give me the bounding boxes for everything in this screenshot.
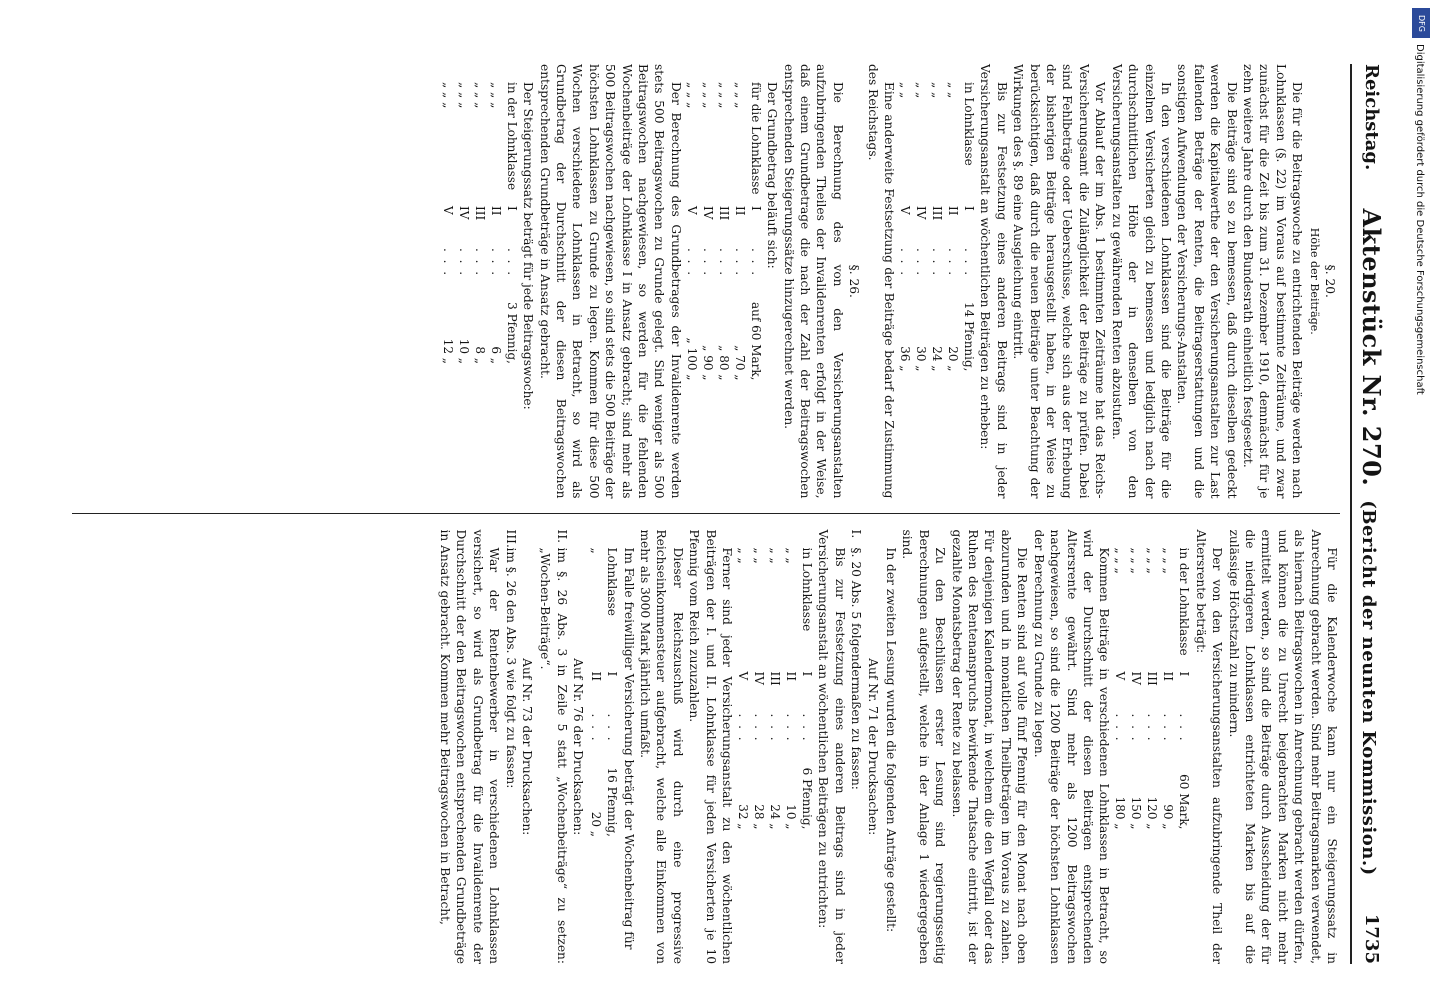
motion-item — [537, 530, 570, 965]
row-leader: . . . — [1177, 713, 1192, 743]
row-class: II — [589, 671, 604, 681]
motion-text: §. 20 Abs. 5 folgendermaßen zu fassen: — [849, 547, 864, 790]
row-label: in Lohnklasse — [962, 82, 977, 166]
table-body — [588, 548, 620, 844]
row-class: III — [716, 206, 731, 221]
row-leader: . . . — [589, 713, 604, 743]
motion-title: Auf Nr. 73 der Drucksachen: — [519, 658, 534, 836]
table-row — [945, 82, 961, 378]
row-leader: . . . — [1161, 713, 1176, 743]
row-leader: . . . — [748, 248, 763, 278]
table-body — [897, 82, 977, 378]
row-class: V — [1113, 671, 1128, 681]
motion-item — [848, 530, 864, 965]
paragraph: Für die Kalenderwoche kann nur ein Steigerungssatz in Anrechnung gebracht werden. Sind mehr Beitragsmarken verwendet, als hiernach Beitragswochen in Anrechnung gebracht werden dürfen, und können die zu Unrecht beigebrachten Marken nicht mehr ermittelt werden, so sind die Beiträge durch Ausscheidung der für die niedrigeren Lohnklassen entrichteten Marken bis auf die zulässige Höchstzahl zu mindern. — [1226, 529, 1339, 964]
table-row — [1112, 548, 1128, 836]
row-label: „ „ — [914, 82, 929, 99]
old-age-pension-table — [1112, 548, 1192, 836]
row-value: 90 „ — [1161, 804, 1176, 830]
paragraph: Dieser Reichszuschuß wird durch eine progressive Reichseinkommensteuer aufgebracht, welche alle Einkommen von mehr als 3000 Mark jährlich umfaßt. — [638, 529, 685, 964]
row-value: 6 „ — [488, 346, 503, 364]
row-value: 10 „ — [456, 338, 471, 364]
row-value: 8 „ — [472, 346, 487, 364]
table-row — [929, 82, 945, 378]
row-value: 150 „ — [1129, 796, 1144, 830]
row-label: „ „ „ — [1161, 547, 1176, 574]
header-title-sub: (Bericht der neunten Kommission.) — [1358, 500, 1380, 876]
row-value: „ 100 „ — [684, 337, 699, 381]
row-label: in Lohnklasse — [800, 547, 815, 632]
table-row — [504, 82, 520, 370]
table-row — [716, 82, 732, 387]
row-class: V — [898, 206, 913, 215]
header-title — [1358, 208, 1387, 875]
row-class: I — [748, 206, 763, 211]
increment-table — [440, 82, 520, 370]
page-content — [72, 64, 1392, 964]
row-label: „ — [589, 547, 604, 554]
row-value: 24 „ — [768, 804, 783, 830]
row-class: II — [1161, 671, 1176, 681]
paragraph: In den verschiedenen Lohnklassen sind die Beiträge für die einzelnen Versicherten gleich zu bemessen und lediglich nach der durchschnittlichen Höhe der in denselben von den Versicherungsanstalten zu gewährenden Renten abzustufen. — [1109, 64, 1173, 499]
row-leader: . . . — [752, 713, 767, 743]
row-label: in der Lohnklasse — [504, 82, 519, 191]
row-class: II — [784, 671, 799, 681]
row-leader: . . . — [456, 248, 471, 278]
row-value: 14 Pfennig, — [962, 302, 977, 372]
row-label: Lohnklasse — [605, 547, 620, 616]
motion-text: im §. 26 Abs. 3 in Zeile 5 statt „Wochenbeiträge“ zu setzen: „Wochen-Beiträge“. — [538, 547, 569, 964]
table-row — [735, 548, 751, 836]
paragraph: Der Berechnung des Grundbetrages der Invalidenrente werden stets 500 Beitragswochen zu Grunde gelegt. Sind weniger als 500 Beitragswochen nachgewiesen, so werden für die fehlenden Wochenbeiträge der Lohnklasse I in Ansatz gebracht; sind mehr als 500 Beitragswochen nachgewiesen, so sind stets die 500 Beiträge der höchsten Lohnklassen zu Grunde zu legen. Kommen für diese 500 Wochen verschiedene Lohnklassen in Betracht, so wird als Grundbetrag der Durchschnitt der diesen Beitragswochen entsprechenden Grundbeträge in Ansatz gebracht. — [537, 64, 683, 499]
row-value: 10 „ — [784, 804, 799, 830]
paragraph: Bis zur Festsetzung eines anderen Beitrags sind in jeder Versicherungsanstalt an wöchentlichen Beiträgen zu entrichten: — [816, 529, 847, 964]
row-leader: . . . — [784, 713, 799, 743]
paragraph: Der Steigerungssatz beträgt für jede Beitragswoche: — [521, 82, 536, 410]
row-leader: . . . — [898, 248, 913, 278]
row-class: IV — [1129, 671, 1144, 685]
paragraph: Die für die Beitragswoche zu entrichtenden Beiträge werden nach Lohnklassen (§. 22) im Voraus auf bestimmte Zeiträume, und zwar zunächst für die Zeit bis zum 31. Dezember 1910, demnächst für je zehn weitere Jahre durch den Bundesrath einheitlich festgesetzt. — [1240, 64, 1305, 499]
left-column — [72, 64, 1340, 514]
dfg-logo: DFG — [1412, 8, 1430, 38]
row-leader: . . . — [946, 248, 961, 278]
right-column — [72, 514, 1340, 965]
row-value: 28 „ — [752, 804, 767, 830]
paragraph: Der Grundbetrag beläuft sich: — [765, 82, 780, 269]
row-label: „ „ „ — [456, 82, 471, 109]
row-class: II — [732, 206, 747, 216]
header-title-main: Aktenstück Nr. 270. — [1357, 208, 1387, 487]
table-body — [440, 82, 520, 370]
row-leader: . . . — [914, 248, 929, 278]
table-body — [684, 82, 764, 387]
row-leader: . . . — [488, 248, 503, 278]
row-leader: . . . — [732, 248, 747, 278]
row-class: V — [736, 671, 751, 681]
row-class: I — [504, 206, 519, 211]
table-body — [735, 548, 815, 836]
paragraph: Kommen Beiträge in verschiedenen Lohnklassen in Betracht, so wird der Durchschnitt der diesen Beiträgen entsprechenden Altersrente gewährt. Sind mehr als 1200 Beitragswochen nachgewiesen, so sind die 1200 Beiträge der höchsten Lohnklassen der Berechnung zu Grunde zu legen. — [1031, 529, 1112, 964]
row-label: „ „ „ — [1145, 547, 1160, 574]
table-row — [700, 82, 716, 387]
paragraph: Bis zur Festsetzung eines anderen Beitrags sind in jeder Versicherungsanstalt an wöchentlichen Beiträgen zu erheben: — [978, 64, 1009, 499]
row-value: 120 „ — [1145, 796, 1160, 830]
table-row — [684, 82, 700, 387]
row-value: 60 Mark, — [1177, 774, 1192, 830]
table-row — [897, 82, 913, 378]
section-heading: §. 26. — [847, 264, 862, 298]
row-value: 20 „ — [946, 346, 961, 372]
row-value: 32 „ — [736, 804, 751, 830]
row-value: 30 „ — [914, 346, 929, 372]
table-row — [456, 82, 472, 370]
table-row — [1144, 548, 1160, 836]
page-number: 1735 — [1361, 913, 1383, 964]
row-class: III — [768, 671, 783, 686]
row-label: „ „ „ — [488, 82, 503, 109]
table-row — [732, 82, 748, 387]
table-body — [1112, 548, 1192, 836]
row-label: „ „ — [784, 547, 799, 564]
row-value: 24 „ — [930, 346, 945, 372]
row-label: „ „ — [930, 82, 945, 99]
row-label: „ „ „ — [1113, 547, 1128, 574]
motion-title: Auf Nr. 71 der Drucksachen: — [865, 658, 880, 836]
paragraph: Zu den Beschlüssen erster Lesung sind regierungsseitig Berechnungen aufgestellt, welche in der Anlage 1 wiedergegeben sind. — [900, 529, 948, 964]
row-label: „ „ — [736, 547, 751, 564]
page-header — [1350, 64, 1392, 964]
row-class: IV — [914, 206, 929, 220]
table-row — [604, 548, 620, 844]
row-class: III — [930, 206, 945, 221]
voluntary-contribution-table — [588, 548, 620, 844]
row-value: 20 „ — [589, 811, 604, 837]
row-leader: . . . — [930, 248, 945, 278]
row-label: „ „ „ — [1129, 547, 1144, 574]
row-label: für die Lohnklasse — [748, 82, 763, 195]
table-row — [913, 82, 929, 378]
base-amount-table — [684, 82, 764, 387]
contribution-table — [897, 82, 977, 378]
row-class: I — [800, 671, 815, 677]
row-label: „ „ — [752, 547, 767, 564]
row-label: „ „ „ — [440, 82, 455, 109]
row-value: „ 80 „ — [716, 345, 731, 381]
table-row — [799, 548, 815, 836]
row-leader: . . . — [1145, 713, 1160, 743]
row-leader: . . . — [736, 713, 751, 743]
row-class: I — [1177, 671, 1192, 677]
paragraph: Ferner sind jeder Versicherungsanstalt zu den wöchentlichen Beiträgen der I. und II. Lohnklasse für jeden Versicherten je 10 Pfennig vom Reich zuzuzahlen. — [687, 529, 735, 964]
row-class: I — [605, 671, 620, 677]
table-row — [588, 548, 604, 844]
paragraph: In der zweiten Lesung wurden die folgenden Anträge gestellt: — [884, 547, 899, 933]
row-value: auf 60 Mark, — [748, 302, 763, 381]
row-class: III — [1145, 671, 1160, 686]
row-leader: . . . — [472, 248, 487, 278]
table-row — [748, 82, 764, 387]
row-class: I — [962, 206, 977, 211]
text-columns — [72, 64, 1340, 964]
row-value: 36 „ — [898, 346, 913, 372]
paragraph: Die Renten sind auf volle fünf Pfennig für den Monat nach oben abzurunden und in monatlichen Theilbeträgen im Voraus zu zahlen. Für denjenigen Kalendermonat, in welchem die den Wegfall oder das Ruhen des Rentenanspruchs bewirkende Thatsache eintritt, ist der gezahlte Monatsbetrag der Rente zu belassen. — [949, 529, 1030, 964]
table-row — [488, 82, 504, 370]
row-leader: . . . — [504, 248, 519, 278]
row-leader: . . . — [440, 248, 455, 278]
row-class: IV — [700, 206, 715, 220]
row-label: „ „ — [946, 82, 961, 99]
row-label: „ „ „ — [716, 82, 731, 109]
row-class: II — [488, 206, 503, 216]
row-value: 16 Pfennig, — [605, 767, 620, 837]
table-row — [472, 82, 488, 370]
row-leader: . . . — [962, 248, 977, 278]
paragraph: Im Falle freiwilliger Versicherung beträgt der Wochenbeitrag für — [621, 547, 636, 950]
row-label: „ „ — [768, 547, 783, 564]
row-leader: . . . — [700, 248, 715, 278]
row-leader: . . . — [1129, 713, 1144, 743]
row-leader: . . . — [768, 713, 783, 743]
row-leader: . . . — [716, 248, 731, 278]
credit-text: Digitalisierung gefördert durch die Deutsche Forschungsgemeinschaft — [1414, 44, 1425, 395]
row-leader: . . . — [1113, 713, 1128, 743]
table-row — [440, 82, 456, 370]
table-row — [1128, 548, 1144, 836]
row-class: IV — [456, 206, 471, 220]
row-value: 12 „ — [440, 338, 455, 364]
row-class: II — [946, 206, 961, 216]
motion-numeral: II. — [554, 529, 569, 544]
row-value: „ 90 „ — [700, 345, 715, 381]
paragraph: War der Rentenbewerber in verschiedenen Lohnklassen versichert, so wird als Grundbetrag für die Invalidenrente der Durchschnitt der den Beitragswochen entsprechenden Grundbeträge in Ansatz gebracht. Kommen mehr Beitragswochen in Betracht, — [437, 529, 502, 964]
proposed-contribution-table — [735, 548, 815, 836]
row-leader: . . . — [605, 713, 620, 743]
row-leader: . . . — [684, 248, 699, 278]
row-label: „ „ „ — [684, 82, 699, 109]
section-heading: §. 20. — [1323, 264, 1337, 298]
paragraph: Eine anderweite Festsetzung der Beiträge bedarf der Zustimmung des Reichstags. — [865, 64, 897, 499]
table-row — [767, 548, 783, 836]
motion-item — [502, 530, 518, 965]
row-class: V — [684, 206, 699, 215]
table-row — [751, 548, 767, 836]
row-label: in der Lohnklasse — [1177, 547, 1192, 656]
row-label: „ „ „ — [700, 82, 715, 109]
row-class: III — [472, 206, 487, 221]
row-value: „ 70 „ — [732, 345, 747, 381]
table-row — [783, 548, 799, 836]
motion-title: Auf Nr. 76 der Drucksachen: — [571, 658, 586, 836]
row-value: 6 Pfennig, — [800, 767, 815, 830]
table-row — [1160, 548, 1176, 836]
section-subheading: Höhe der Beiträge. — [1307, 227, 1321, 335]
row-value: 180 „ — [1113, 796, 1128, 830]
row-leader: . . . — [800, 713, 815, 743]
paragraph: Die Beiträge sind so zu bemessen, daß durch dieselben gedeckt werden die Kapitalwerthe der den Versicherungsanstalten zur Last fallenden Beträge der Renten, die Beitragserstattungen und die sonstigen Aufwendungen der Versicherungs-Anstalten. — [1175, 64, 1239, 499]
paragraph: Vor Ablauf der im Abs. 1 bestimmten Zeiträume hat das Reichs-Versicherungsamt die Zulänglichkeit der Beiträge zu prüfen. Dabei sind Fehlbeträge oder Ueberschüsse, welche sich aus der Erhebung der bisherigen Beiträge herausgestellt haben, in der Weise zu berücksichtigen, daß durch die neuen Beiträge unter Beachtung der Wirkungen des §. 89 eine Ausgleichung eintritt. — [1011, 64, 1108, 499]
motion-numeral: III. — [503, 529, 518, 548]
row-value: 3 Pfennig, — [504, 302, 519, 364]
row-label: „ „ „ — [472, 82, 487, 109]
paragraph: Die Berechnung des von den Versicherungsanstalten aufzubringenden Theiles der Invalidenrenten erfolgt in der Weise, daß einem Grundbetrage die nach der Zahl der Beitragswochen entsprechenden Steigerungssätze hinzugerechnet werden. — [781, 64, 845, 499]
paragraph: Der von den Versicherungsanstalten aufzubringende Theil der Altersrente beträgt: — [1193, 529, 1225, 964]
row-label: „ „ „ — [732, 82, 747, 109]
row-class: V — [440, 206, 455, 215]
motion-numeral: I. — [849, 529, 864, 539]
table-row — [1176, 548, 1192, 836]
digitization-credit — [1410, 8, 1434, 992]
motion-text: im §. 26 den Abs. 3 wie folgt zu fassen: — [503, 547, 518, 789]
table-row — [961, 82, 977, 378]
row-label: „ „ — [898, 82, 913, 99]
row-class: IV — [752, 671, 767, 685]
header-left: Reichstag. — [1361, 64, 1383, 171]
